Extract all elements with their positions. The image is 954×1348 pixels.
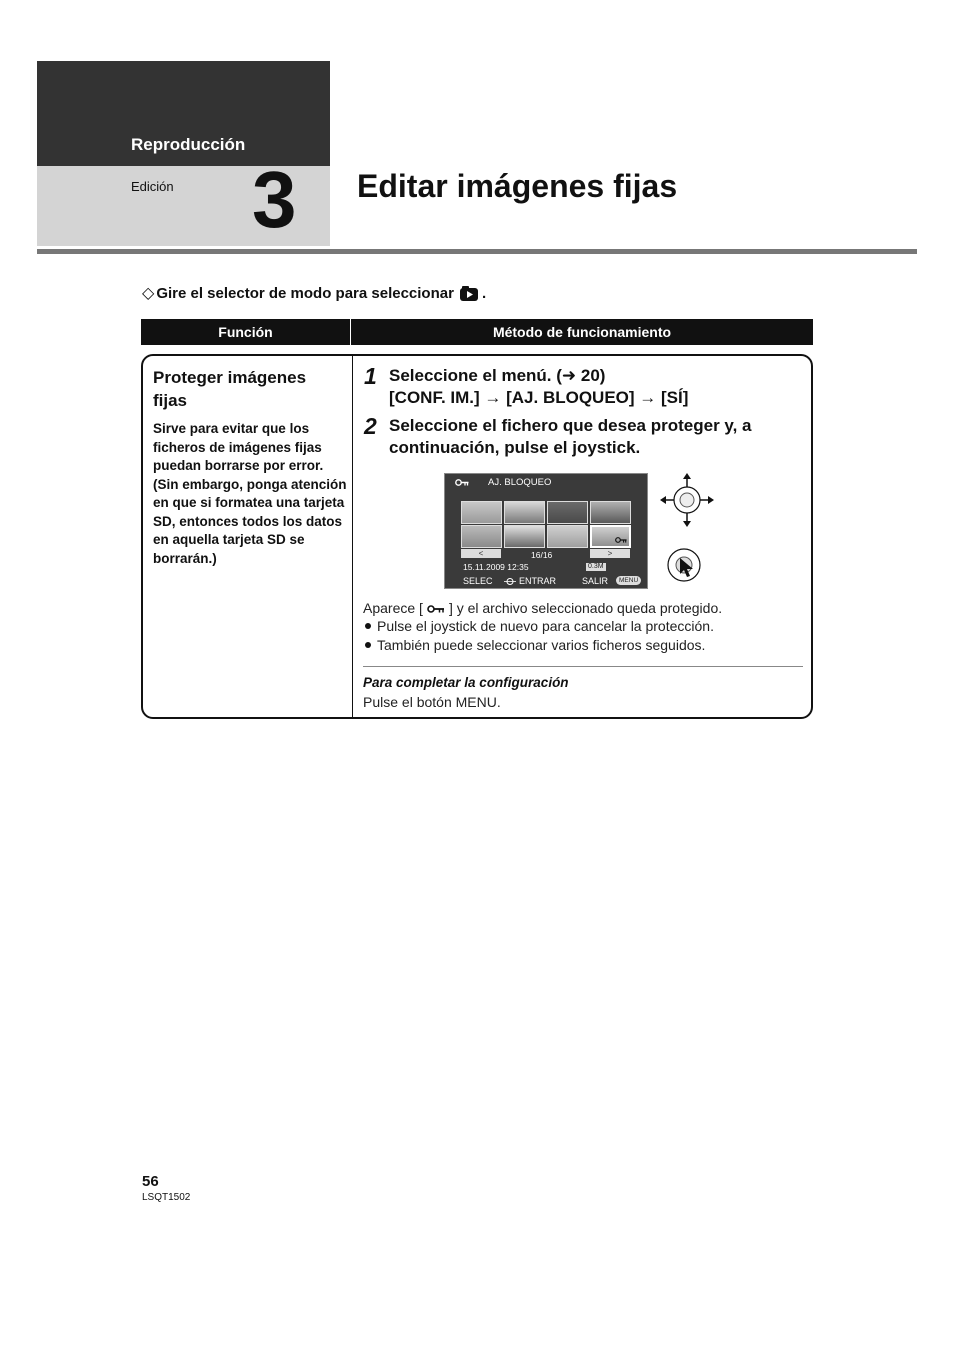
next-page-indicator: > [590,549,630,558]
function-title: Proteger imágenes fijas [153,368,307,410]
thumbnail-selected [590,525,631,548]
step-1-number: 1 [364,363,377,389]
instruction-text: Gire el selector de modo para seleccionar [156,284,454,302]
joystick-directions-icon [660,473,714,527]
note-bullet [363,636,705,654]
camera-screen [444,473,648,589]
lock-key-icon [615,536,627,544]
step-2-line-2: continuación, pulse el joystick. [389,438,641,457]
thumbnail [504,501,545,524]
mode-instruction [142,283,486,303]
page-title: Editar imágenes fijas [357,168,678,204]
header-function: Función [141,319,351,345]
note-suffix: ] y el archivo seleccionado queda protegido. [448,600,723,616]
function-description: Sirve para evitar que los ficheros de imágenes fijas puedan borrarse por error. (Sin embargo, ponga atención en que si formatea una tarjeta SD, entonces todos los datos en aquella tarjeta SD se borrarán.) [153,421,347,566]
page-number: 56 [142,1173,159,1190]
thumbnail [461,501,502,524]
step-2-line-1: Seleccione el fichero que desea proteger y, a [389,416,752,435]
screen-datetime: 15.11.2009 12:35 [463,562,529,572]
complete-heading: Para completar la configuración [363,675,569,690]
table-row [141,354,813,719]
complete-text: Pulse el botón MENU. [363,694,501,710]
section-label: Reproducción [131,135,246,154]
column-divider [352,356,353,717]
step-2-number: 2 [364,413,377,439]
header-method: Método de funcionamiento [492,324,672,340]
joystick-mini-icon [504,577,516,586]
menu-badge: MENU [616,576,641,585]
select-label: SELEC [463,576,493,586]
header-rule [37,249,917,254]
protection-note [363,599,722,617]
thumbnail [504,525,545,548]
table-header [141,319,813,345]
thumbnail [547,501,588,524]
lock-key-icon [455,478,469,487]
lock-key-icon [424,604,448,614]
prev-page-indicator: < [461,549,501,558]
step-1-line-1: Seleccione el menú. (➜ 20) [389,366,606,385]
playback-mode-icon [459,285,479,302]
chapter-number: 3 [252,155,297,244]
exit-label: SALIR [582,576,609,586]
note-bullet [363,617,714,635]
note-prefix: Aparece [ [363,600,423,616]
bullet-icon [365,623,371,629]
instruction-end: . [481,284,487,302]
bullet-text: Pulse el joystick de nuevo para cancelar la protección. [377,618,714,634]
image-count: 16/16 [531,550,553,560]
thumbnail [461,525,502,548]
bullet-text: También puede seleccionar varios ficheros seguidos. [377,637,706,653]
resolution-badge: 0.3M [588,563,604,570]
section-divider [363,666,803,667]
diamond-icon: ◇ [142,285,155,302]
document-code: LSQT1502 [142,1192,191,1203]
step-1-line-2: [CONF. IM.] → [AJ. BLOQUEO] → [SÍ] [389,388,689,407]
bullet-icon [365,642,371,648]
enter-label: ENTRAR [519,576,557,586]
subsection-label: Edición [131,179,174,194]
joystick-press-icon [666,547,702,583]
thumbnail [590,501,631,524]
screen-title: AJ. BLOQUEO [488,477,552,488]
thumbnail [547,525,588,548]
